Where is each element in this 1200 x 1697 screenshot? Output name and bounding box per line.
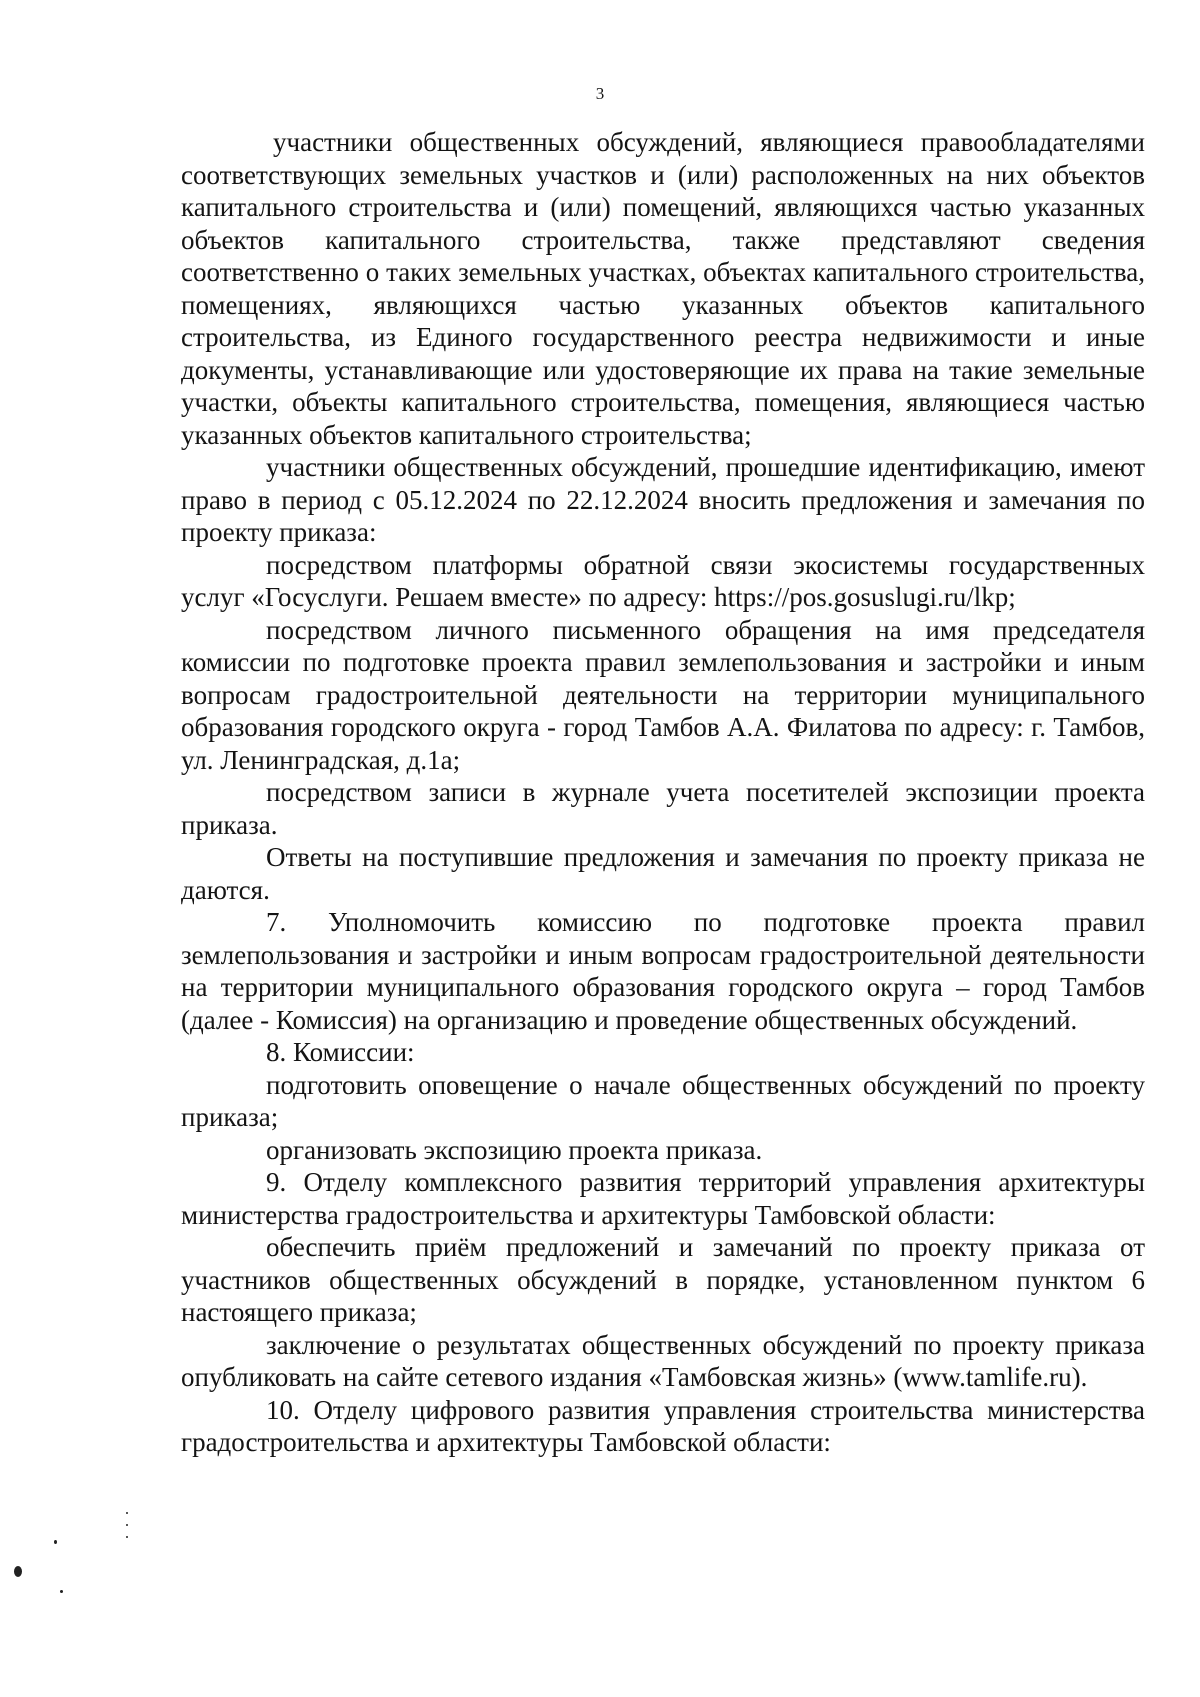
paragraph: посредством платформы обратной связи экосистемы государственных услуг «Госуслуги. Решаем вместе» по адресу: https://pos.gosuslugi.ru/lkp; — [181, 549, 1145, 612]
paragraph-item-8: 8. Комиссии: — [266, 1037, 415, 1067]
paragraph: участники общественных обсуждений, прошедшие идентификацию, имеют право в период с 05.12.2024 по 22.12.2024 вносить предложения и замечания по проекту приказа: — [181, 452, 1145, 547]
paragraph: заключение о результатах общественных обсуждений по проекту приказа опубликовать на сайте сетевого издания «Тамбовская жизнь» (www.tamlife.ru). — [181, 1329, 1145, 1392]
paragraph: посредством личного письменного обращения на имя председателя комиссии по подготовке проекта правил землепользования и застройки и иным вопросам градостроительной деятельности на территории муниципального образования городского округа - город Тамбов А.А. Филатова по адресу: г. Тамбов, ул. Ленинградская, д.1а; — [181, 614, 1145, 775]
paragraph-item-10: 10. Отделу цифрового развития управления строительства министерства градостроительства и архитектуры Тамбовской области: — [181, 1394, 1145, 1457]
paragraph: участники общественных обсуждений, являющиеся правообладателями соответствующих земельных участков и (или) расположенных на них объектов капитального строительства и (или) помещений, являющихся частью указанных объектов капитального строительства, также представляют сведения соответственно о таких земельных участках, объектах капитального строительства, помещениях, являющихся частью указанных объектов капитального строительства, из Единого государственного реестра недвижимости и иные документы, устанавливающие или удостоверяющие их права на такие земельные участки, объекты капитального строительства, помещения, являющиеся частью указанных объектов капитального строительства; — [181, 127, 1145, 450]
paragraph: Ответы на поступившие предложения и замечания по проекту приказа не даются. — [181, 842, 1145, 905]
page-number: 3 — [595, 84, 605, 103]
paragraph: подготовить оповещение о начале общественных обсуждений по проекту приказа; — [181, 1069, 1145, 1132]
paragraph: организовать экспозицию проекта приказа. — [266, 1134, 763, 1165]
paragraph-item-7: 7. Уполномочить комиссию по подготовке проекта правил землепользования и застройки и иным вопросам градостроительной деятельности на территории муниципального образования городского округа – город Тамбов (далее - Комиссия) на организацию и проведение общественных обсуждений. — [181, 907, 1145, 1035]
paragraph: посредством записи в журнале учета посетителей экспозиции проекта приказа. — [181, 777, 1145, 840]
scan-speck — [126, 1524, 128, 1526]
scan-speck — [14, 1566, 22, 1577]
scan-speck — [126, 1512, 128, 1514]
scan-speck — [60, 1590, 63, 1593]
document-body — [181, 126, 1145, 1459]
paragraph-item-9: 9. Отделу комплексного развития территорий управления архитектуры министерства градостроительства и архитектуры Тамбовской области: — [181, 1167, 1145, 1230]
scan-speck — [54, 1540, 57, 1544]
scan-speck — [126, 1536, 128, 1538]
paragraph: обеспечить приём предложений и замечаний по проекту приказа от участников общественных обсуждений в порядке, установленном пунктом 6 настоящего приказа; — [181, 1232, 1145, 1327]
